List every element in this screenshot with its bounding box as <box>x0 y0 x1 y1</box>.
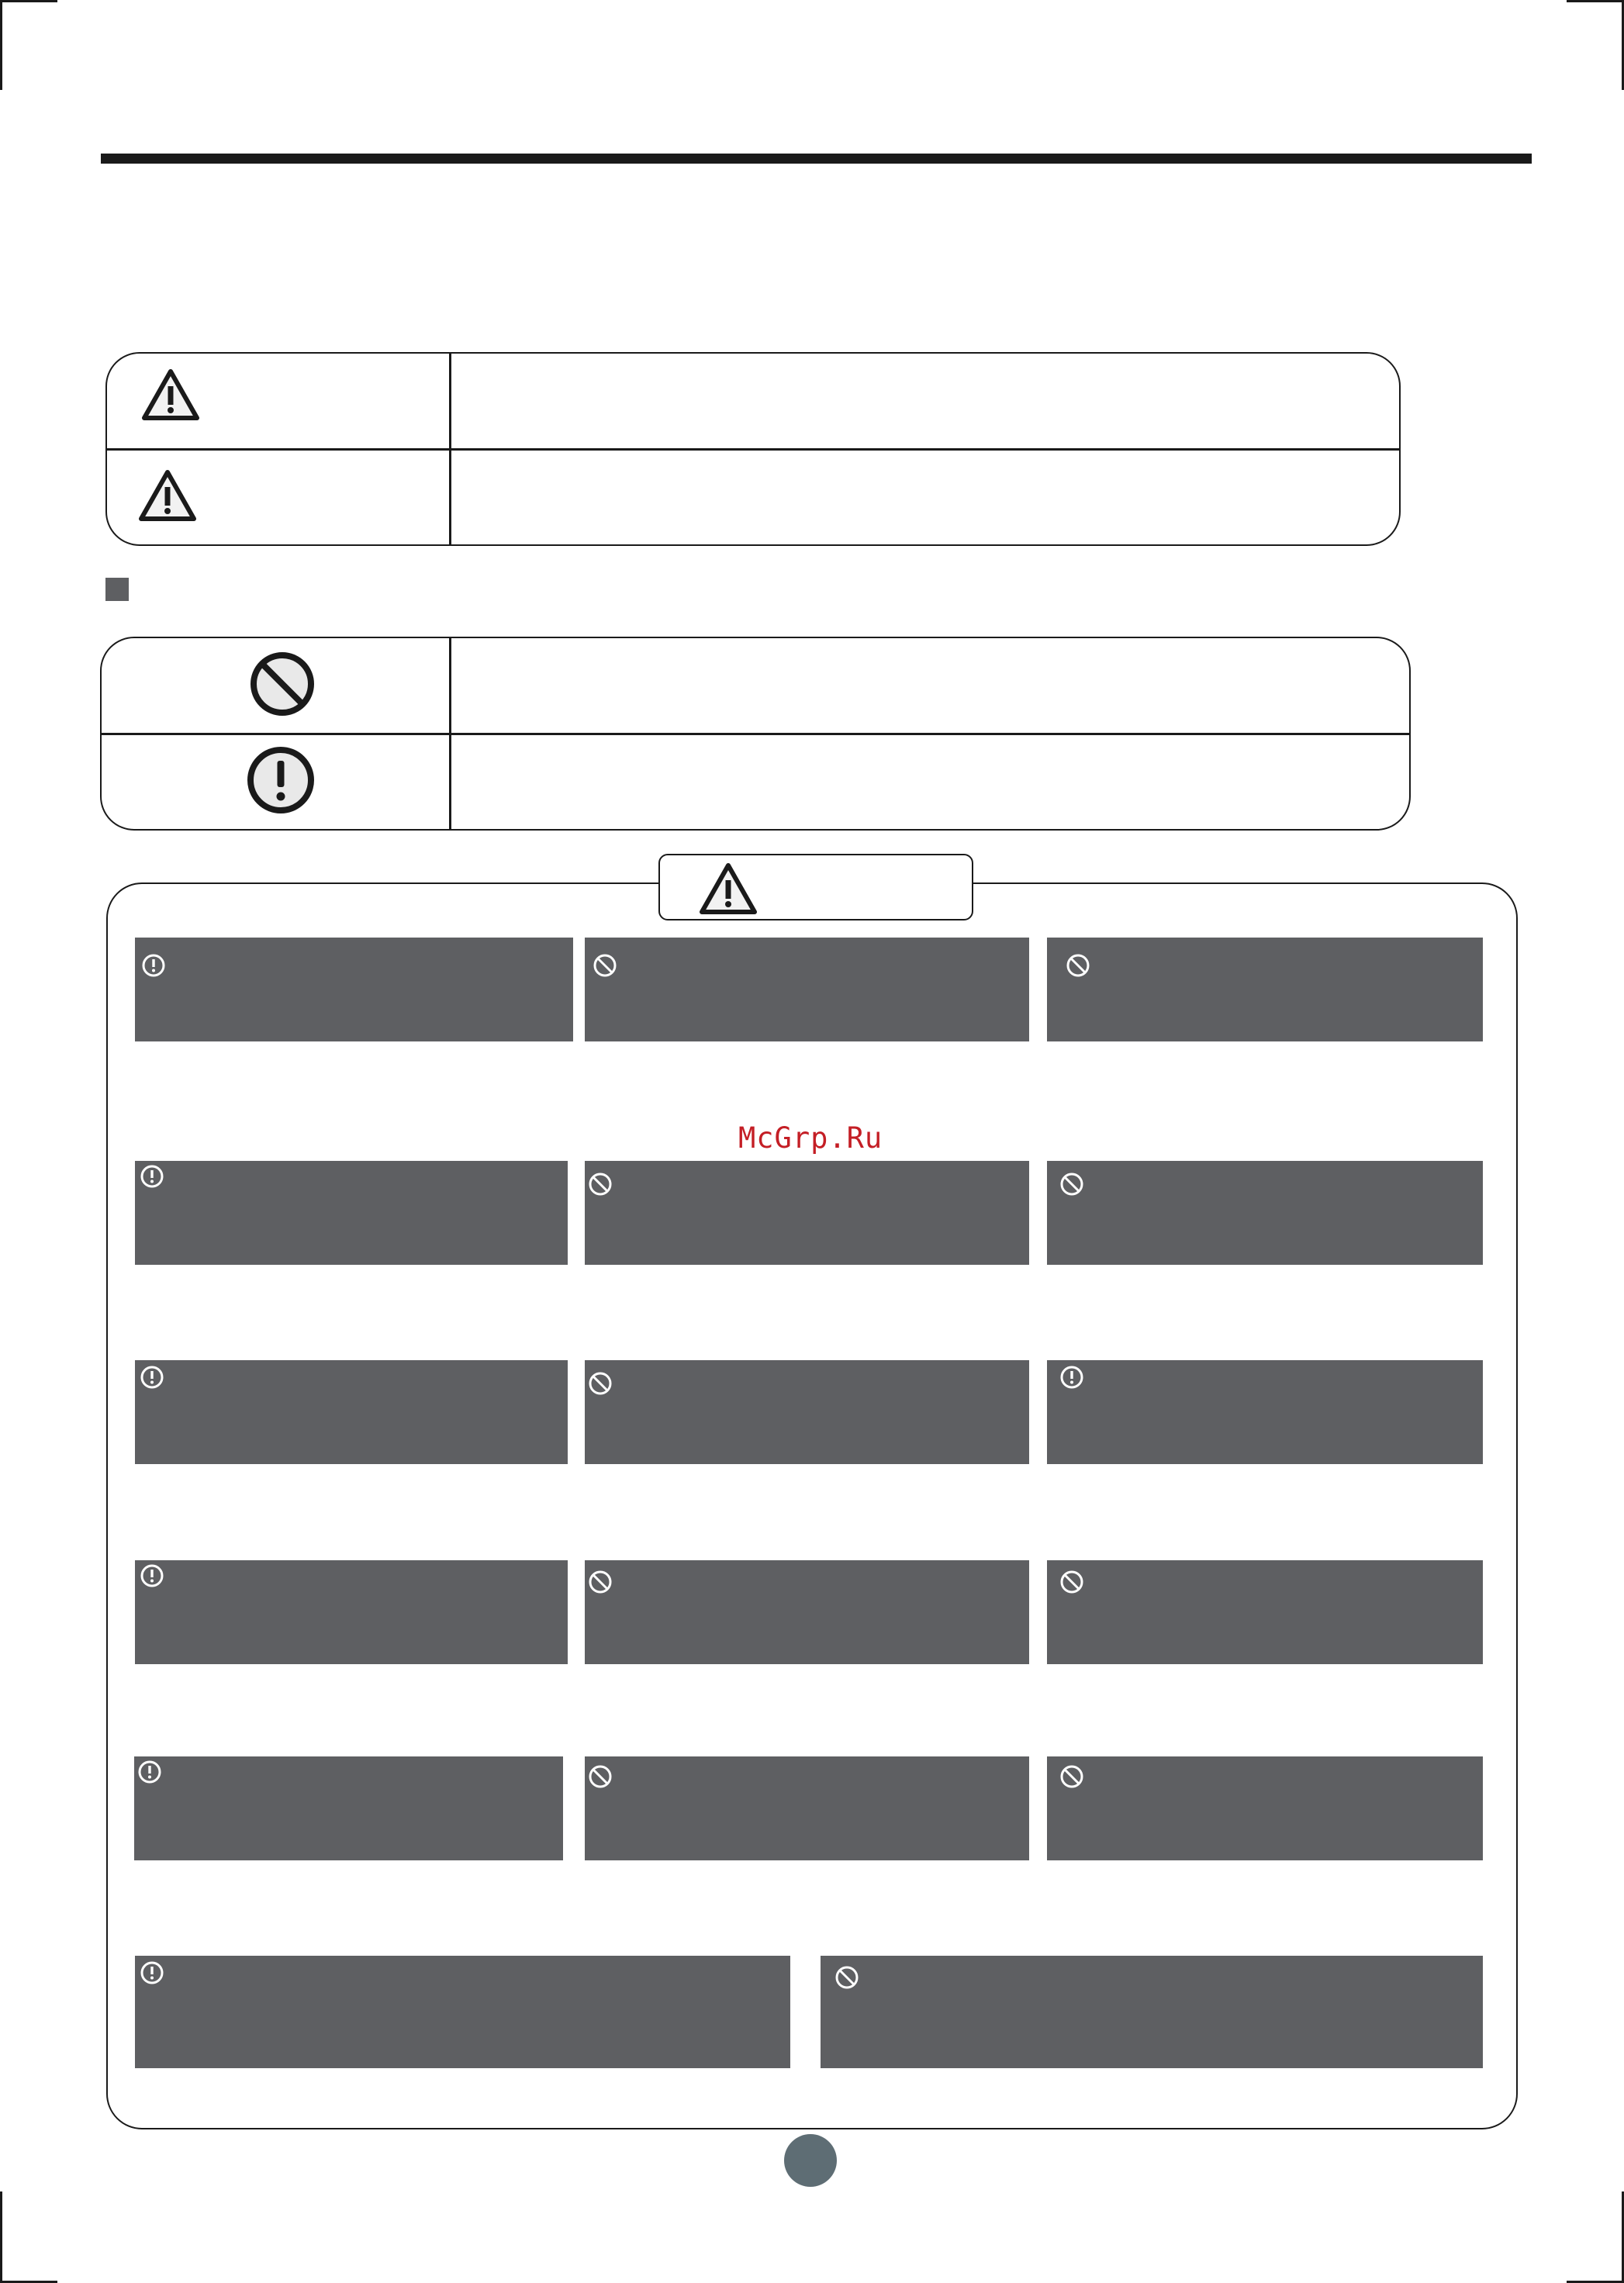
caution-box <box>585 1360 1029 1464</box>
mandatory-exclamation-icon <box>136 1758 164 1786</box>
symbols-legend-table <box>100 637 1411 831</box>
mandatory-exclamation-icon <box>140 952 168 979</box>
caution-box <box>585 1560 1029 1664</box>
mandatory-exclamation-icon <box>138 1363 166 1391</box>
mandatory-exclamation-icon <box>138 1162 166 1190</box>
signal-word-table <box>105 352 1401 546</box>
crop-mark-top-right <box>1567 0 1624 2</box>
caution-box <box>135 1560 568 1664</box>
caution-box <box>135 1360 568 1464</box>
page-number-badge <box>784 2134 837 2187</box>
legend-bullet <box>105 578 129 601</box>
caution-box <box>585 1756 1029 1860</box>
mandatory-exclamation-icon <box>138 1562 166 1590</box>
header-rule <box>101 154 1532 164</box>
caution-box <box>821 1956 1483 2068</box>
caution-box <box>1047 1360 1483 1464</box>
prohibition-icon <box>586 1170 614 1198</box>
prohibition-icon <box>249 651 316 717</box>
caution-box <box>135 938 573 1041</box>
crop-mark-bottom-left <box>0 2191 2 2283</box>
caution-box <box>135 1161 568 1265</box>
caution-box <box>134 1756 563 1860</box>
warning-triangle-icon <box>138 468 197 523</box>
caution-heading-tab <box>658 854 973 920</box>
caution-box <box>1047 938 1483 1041</box>
caution-box <box>585 1161 1029 1265</box>
crop-mark-top-left <box>0 0 2 90</box>
warning-triangle-icon <box>141 368 200 422</box>
caution-box <box>1047 1560 1483 1664</box>
caution-box <box>585 938 1029 1041</box>
prohibition-icon <box>1058 1170 1086 1198</box>
prohibition-icon <box>586 1763 614 1791</box>
prohibition-icon <box>1064 952 1092 979</box>
prohibition-icon <box>586 1369 614 1397</box>
prohibition-icon <box>1058 1763 1086 1791</box>
prohibition-icon <box>591 952 619 979</box>
table-row <box>102 734 1409 831</box>
caution-panel <box>106 882 1518 2129</box>
prohibition-icon <box>833 1964 861 1991</box>
prohibition-icon <box>1058 1568 1086 1596</box>
mandatory-exclamation-icon <box>246 745 316 815</box>
watermark-text: McGrp.Ru <box>738 1121 883 1155</box>
caution-box <box>1047 1756 1483 1860</box>
table-row <box>107 450 1399 546</box>
caution-box <box>135 1956 790 2068</box>
table-row <box>102 638 1409 733</box>
crop-mark-top-left <box>0 0 57 2</box>
mandatory-exclamation-icon <box>1058 1363 1086 1391</box>
mandatory-exclamation-icon <box>138 1959 166 1987</box>
prohibition-icon <box>586 1568 614 1596</box>
warning-triangle-icon <box>699 862 758 916</box>
table-row <box>107 354 1399 448</box>
caution-box <box>1047 1161 1483 1265</box>
